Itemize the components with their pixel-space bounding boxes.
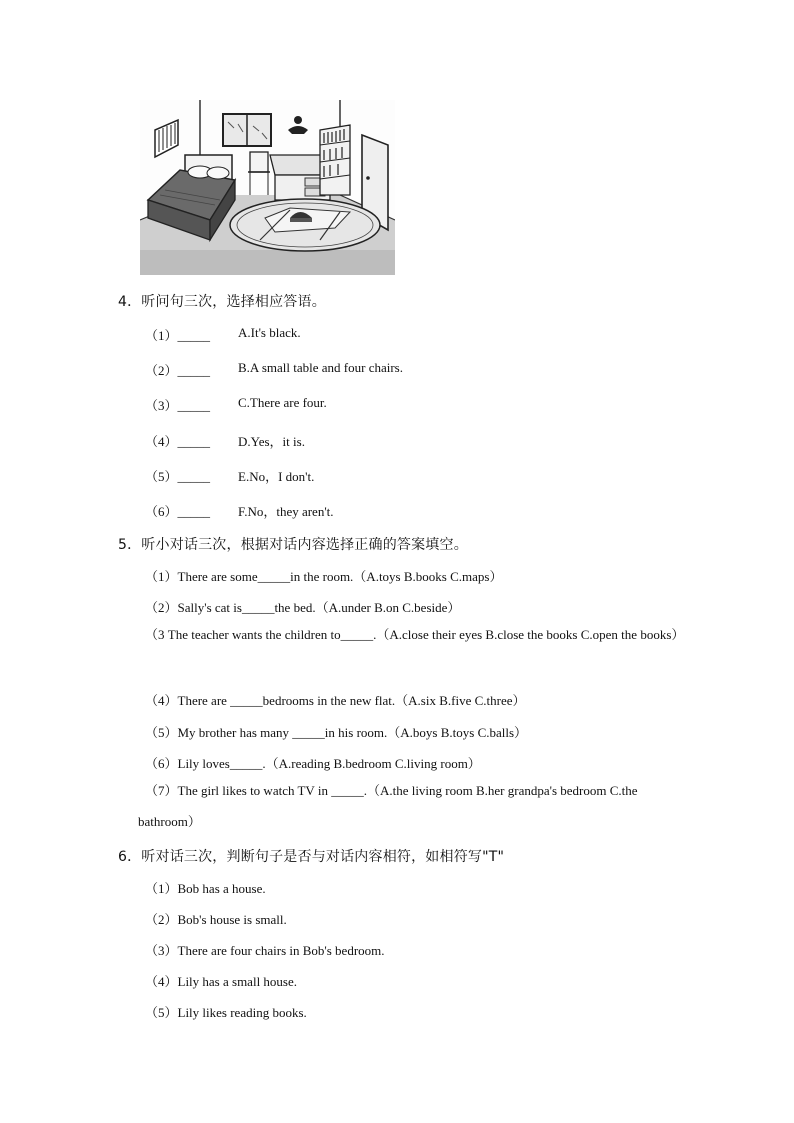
- question-4-answer-option: A.It's black.: [238, 325, 301, 340]
- question-4-item-number: （6）_____: [145, 504, 211, 519]
- question-5-item: （2）Sally's cat is_____the bed.（A.under B.on C.beside）: [145, 600, 461, 615]
- question-4-title: 4．听问句三次，选择相应答语。: [118, 294, 326, 310]
- question-4-answer-option: C.There are four.: [238, 395, 327, 410]
- question-5-title: 5．听小对话三次，根据对话内容选择正确的答案填空。: [118, 537, 468, 553]
- question-5-item: （7）The girl likes to watch TV in _____.（A.the living room B.her grandpa's bedroom C.the bathroom）: [138, 783, 638, 829]
- question-4-item-number: （3）_____: [145, 398, 211, 413]
- question-4-item-number: （5）_____: [145, 469, 211, 484]
- question-4-item-number: （4）_____: [145, 434, 211, 449]
- question-5-item: （6）Lily loves_____.（A.reading B.bedroom C.living room）: [145, 756, 481, 771]
- question-6-statement: （5）Lily likes reading books.: [145, 1005, 307, 1020]
- question-4-item-number: （1）_____: [145, 328, 211, 343]
- question-4-answer-option: F.No，they aren't.: [238, 504, 334, 519]
- question-5-item: （3 The teacher wants the children to_____.（A.close their eyes B.close the books C.open the books）: [145, 627, 685, 642]
- question-4-answer-option: D.Yes，it is.: [238, 434, 305, 449]
- question-4-item-number: （2）_____: [145, 363, 211, 378]
- question-6-statement: （1）Bob has a house.: [145, 881, 266, 896]
- question-6-statement: （2）Bob's house is small.: [145, 912, 287, 927]
- question-5-item: （1）There are some_____in the room.（A.toys B.books C.maps）: [145, 569, 503, 584]
- question-6-statement: （3）There are four chairs in Bob's bedroom.: [145, 943, 385, 958]
- question-6-title: 6．听对话三次，判断句子是否与对话内容相符，如相符写"T": [118, 849, 505, 865]
- question-4-answer-option: B.A small table and four chairs.: [238, 360, 403, 375]
- question-4-answer-option: E.No，I don't.: [238, 469, 315, 484]
- question-5-item: （5）My brother has many _____in his room.（A.boys B.toys C.balls）: [145, 725, 528, 740]
- question-6-statement: （4）Lily has a small house.: [145, 974, 298, 989]
- bedroom-illustration: [140, 100, 395, 275]
- question-5-item: （4）There are _____bedrooms in the new flat.（A.six B.five C.three）: [145, 693, 526, 708]
